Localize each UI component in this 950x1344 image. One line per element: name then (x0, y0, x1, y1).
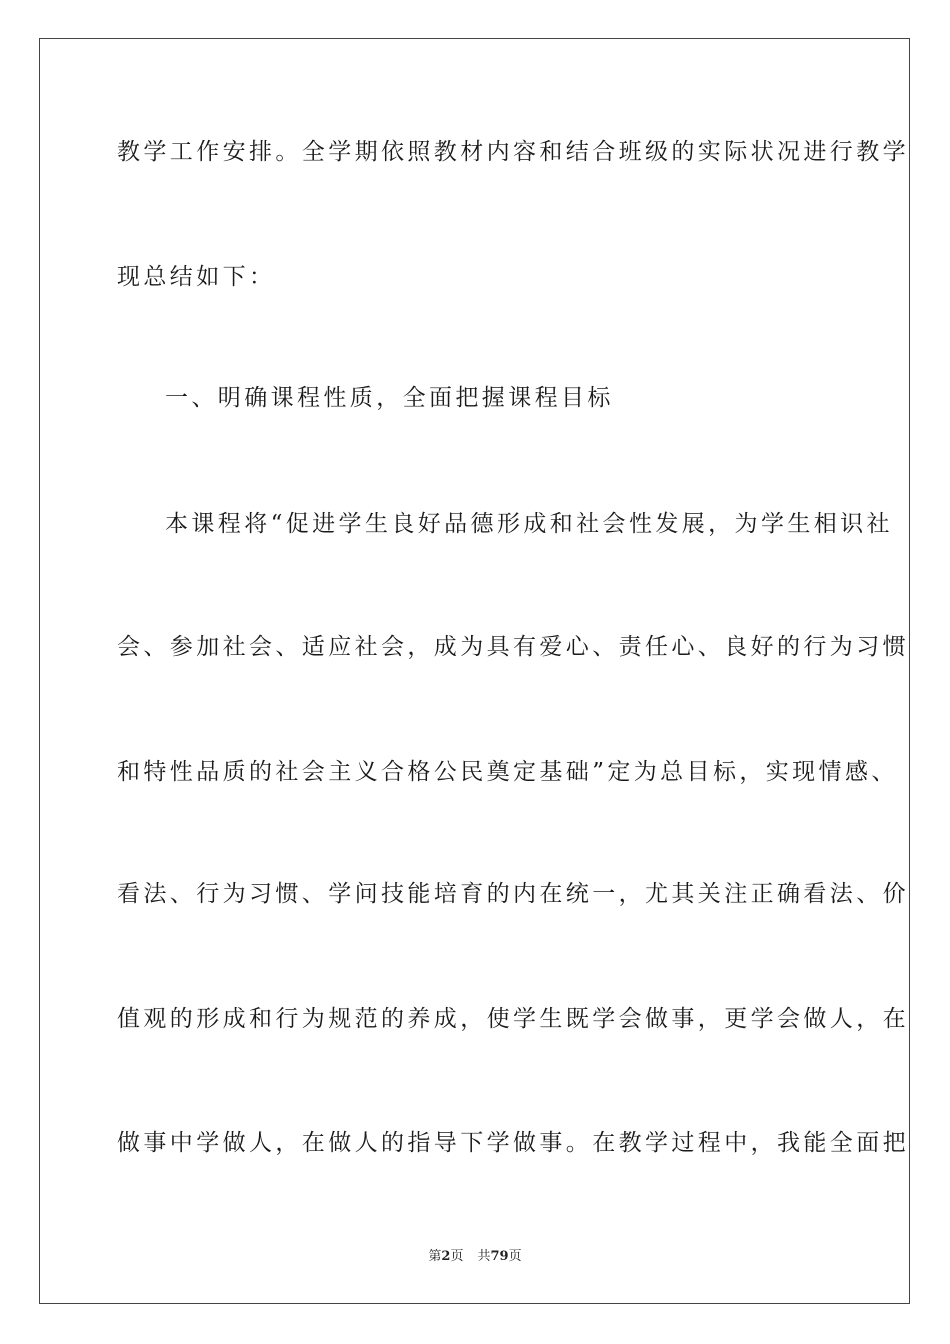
page-frame (39, 38, 910, 1304)
body-line-3: 本课程将“促进学生良好品德形成和社会性发展，为学生相识社 (165, 511, 893, 537)
body-line-2: 现总结如下： (117, 264, 276, 290)
body-line-1: 教学工作安排。全学期依照教材内容和结合班级的实际状况进行教学 (117, 139, 909, 165)
body-line-7: 值观的形成和行为规范的养成，使学生既学会做事，更学会做人，在 (117, 1006, 909, 1032)
footer-total-suffix: 页 (508, 1249, 522, 1264)
body-line-8: 做事中学做人，在做人的指导下学做事。在教学过程中，我能全面把 (117, 1130, 909, 1156)
body-line-4: 会、参加社会、适应社会，成为具有爱心、责任心、良好的行为习惯 (117, 634, 909, 660)
page-footer (0, 1248, 950, 1266)
footer-total-number: 79 (490, 1249, 509, 1264)
footer-page-suffix: 页 (450, 1249, 464, 1264)
body-line-5: 和特性品质的社会主义合格公民奠定基础”定为总目标，实现情感、 (117, 759, 898, 785)
footer-page-prefix: 第 (428, 1249, 442, 1264)
footer-total-prefix: 共 (477, 1249, 491, 1264)
section-heading: 一、明确课程性质，全面把握课程目标 (165, 385, 614, 411)
body-line-6: 看法、行为习惯、学问技能培育的内在统一，尤其关注正确看法、价 (117, 881, 909, 907)
footer-page-number: 2 (441, 1249, 451, 1264)
